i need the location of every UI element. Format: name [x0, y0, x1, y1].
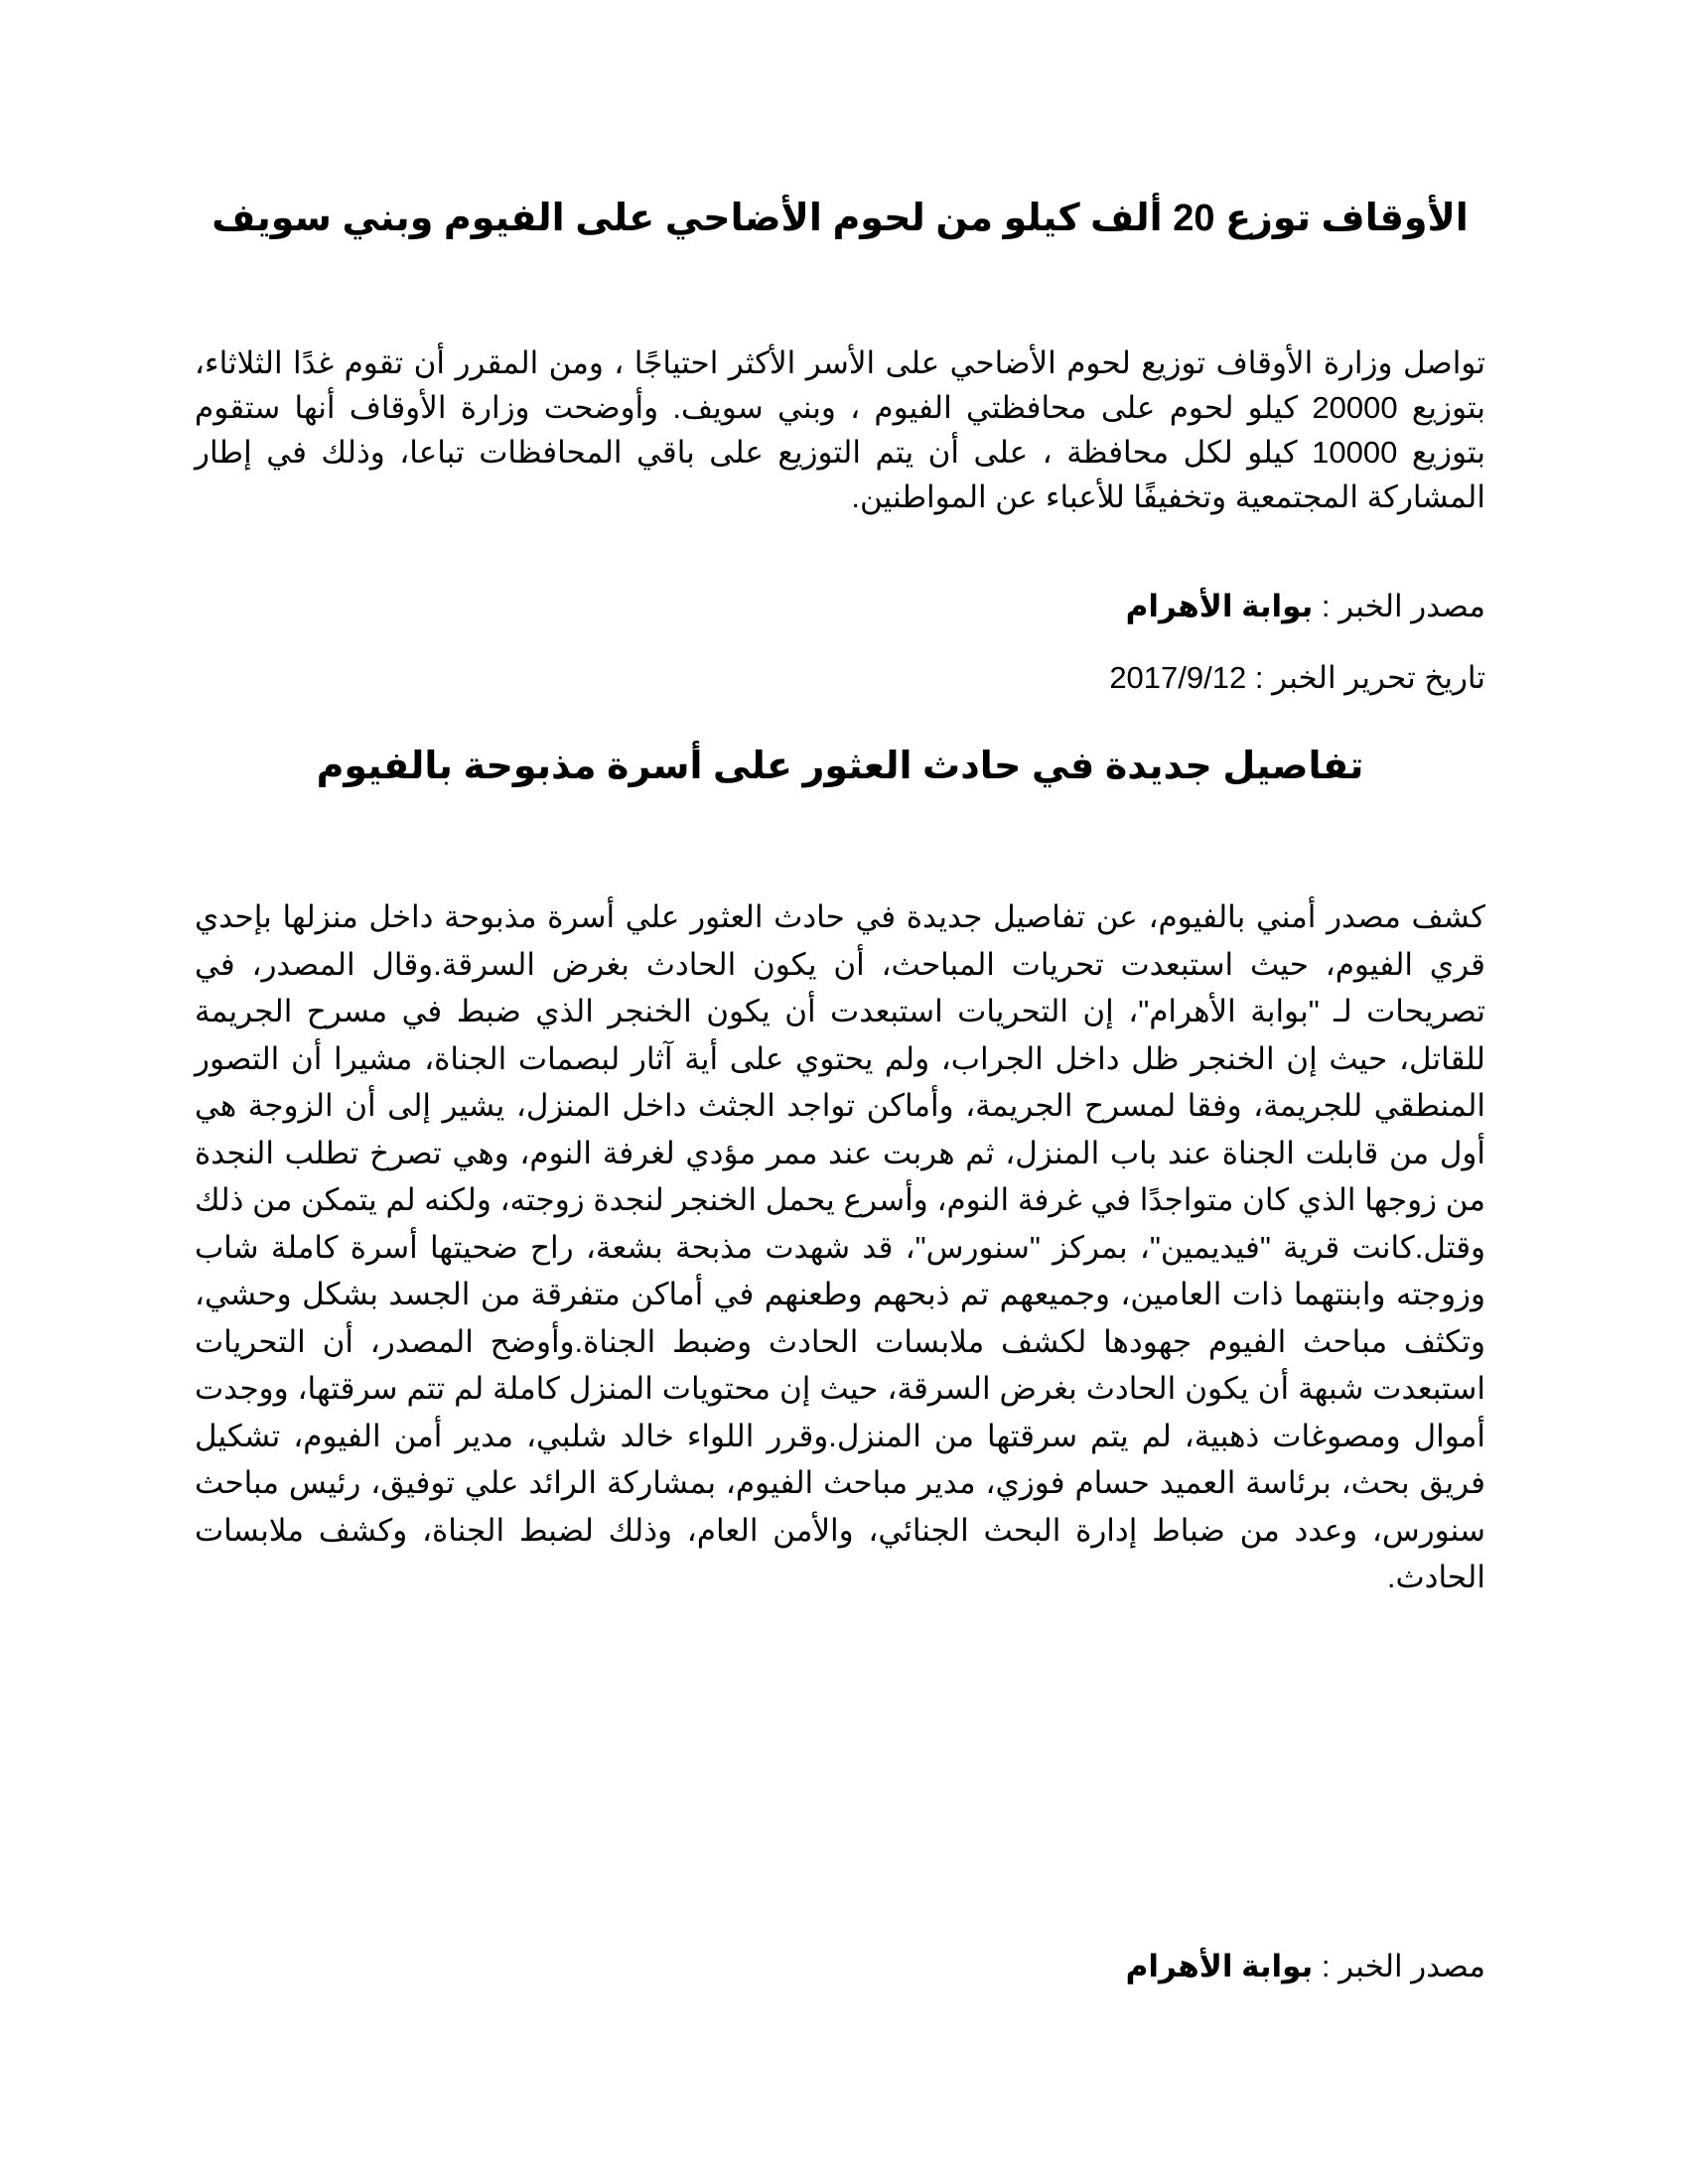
article-2-source	[1126, 1948, 1485, 1984]
article-1-source-label: مصدر الخبر :	[1321, 589, 1485, 623]
article-1-source	[1126, 588, 1485, 624]
article-1-date	[1109, 659, 1485, 696]
article-1-source-value: بوابة الأهرام	[1125, 589, 1314, 623]
article-1-date-value: 2017/9/12	[1109, 660, 1247, 695]
article-1-date-label: تاريخ تحرير الخبر :	[1254, 660, 1485, 695]
article-2-body: كشف مصدر أمني بالفيوم، عن تفاصيل جديدة في حادث العثور علي أسرة مذبوحة داخل منزلها بإحدي قري الفيوم، حيث استبعدت تحريات المباحث، أن يكون الحادث بغرض السرقة.وقال المصدر، في تصريحات لـ "بوابة الأهرام"، إن التحريات استبعدت أن يكون الخنجر الذي ضبط في مسرح الجريمة للقاتل، حيث إن الخنجر ظل داخل الجراب، ولم يحتوي على أية آثار لبصمات الجناة، مشيرا أن التصور المنطقي للجريمة، وفقا لمسرح الجريمة، وأماكن تواجد الجثث داخل المنزل، يشير إلى أن الزوجة هي أول من قابلت الجناة عند باب المنزل، ثم هربت عند ممر مؤدي لغرفة النوم، وهي تصرخ تطلب النجدة من زوجها الذي كان متواجدًا في غرفة النوم، وأسرع يحمل الخنجر لنجدة زوجته، ولكنه لم يتمكن من ذلك وقتل.كانت قرية "فيديمين"، بمركز "سنورس"، قد شهدت مذبحة بشعة، راح ضحيتها أسرة كاملة شاب وزوجته وابنتهما ذات العامين، وجميعهم تم ذبحهم وطعنهم في أماكن متفرقة من الجسد بشكل وحشي، وتكثف مباحث الفيوم جهودها لكشف ملابسات الحادث وضبط الجناة.وأوضح المصدر، أن التحريات استبعدت شبهة أن يكون الحادث بغرض السرقة، حيث إن محتويات المنزل كاملة لم تتم سرقتها، ووجدت أموال ومصوغات ذهبية، لم يتم سرقتها من المنزل.وقرر اللواء خالد شلبي، مدير أمن الفيوم، تشكيل فريق بحث، برئاسة العميد حسام فوزي، مدير مباحث الفيوم، بمشاركة الرائد علي توفيق، رئيس مباحث سنورس، وعدد من ضباط إدارة البحث الجنائي، والأمن العام، وذلك لضبط الجناة، وكشف ملابسات الحادث.	[195, 899, 1485, 1594]
article-2-title: تفاصيل جديدة في حادث العثور على أسرة مذبوحة بالفيوم	[316, 746, 1364, 787]
article-1-title: الأوقاف توزع 20 ألف كيلو من لحوم الأضاحي على الفيوم وبني سويف	[211, 198, 1469, 239]
article-1-body: تواصل وزارة الأوقاف توزيع لحوم الأضاحي على الأسر الأكثر احتياجًا ، ومن المقرر أن تقوم غدًا الثلاثاء، بتوزيع 20000 كيلو لحوم على محافظتي الفيوم ، وبني سويف. وأوضحت وزارة الأوقاف أنها ستقوم بتوزيع 10000 كيلو لكل محافظة ، على أن يتم التوزيع على باقي المحافظات تباعا، وذلك في إطار المشاركة المجتمعية وتخفيفًا للأعباء عن المواطنين.	[195, 345, 1485, 514]
article-2-source-label: مصدر الخبر :	[1321, 1949, 1485, 1983]
article-2-source-value: بوابة الأهرام	[1125, 1949, 1314, 1983]
document-page	[195, 0, 1485, 2184]
